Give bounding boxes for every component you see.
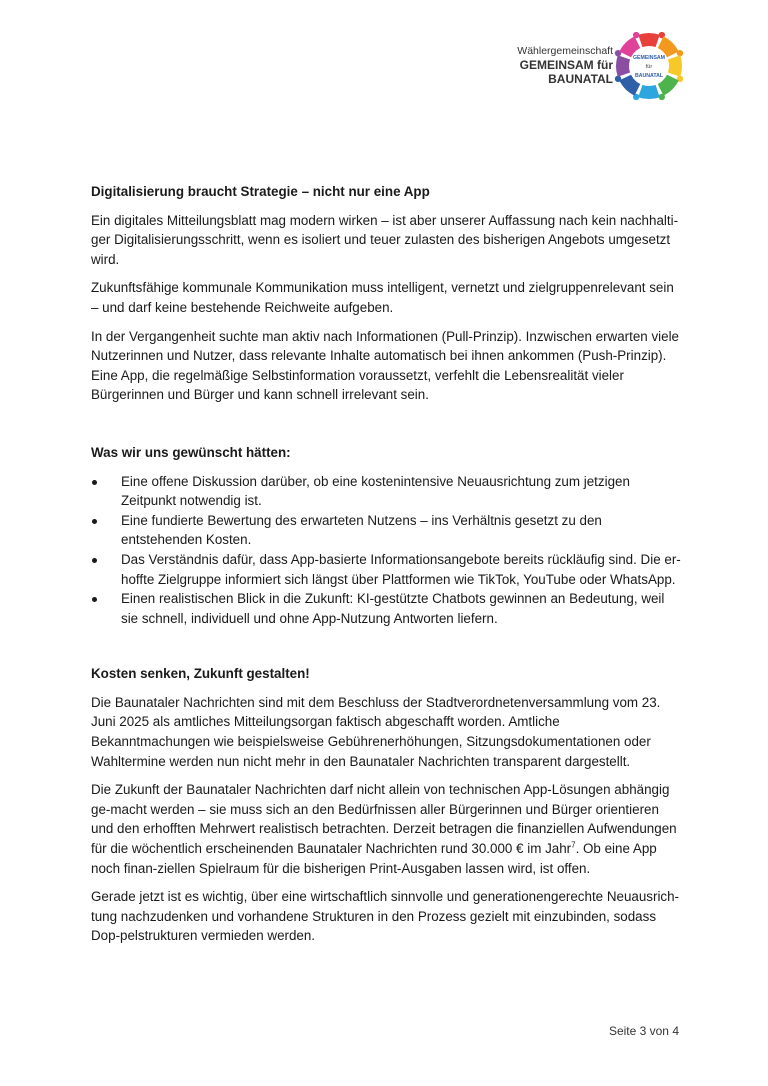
paragraph-text: . Ob eine App noch finan-ziellen Spielraum für die bisherigen Print-Ausgaben lassen wird, ist offen.: [91, 841, 657, 876]
paragraph-text: Die Zukunft der Baunataler Nachrichten darf nicht allein von technischen App-Lösungen abhängig ge-macht werden – sie muss sich an den Bedürfnissen aller Bürgerinnen und Bürger orientieren und den erhofften Mehrwert realistisch betrachten. Derzeit betragen die finanziellen Aufwendungen für die wöchentlich erscheinenden Baunataler Nachrichten rund 30.000 € im Jahr: [91, 782, 677, 857]
list-item: [91, 589, 681, 628]
logo-segment: [638, 33, 660, 47]
paragraph: [91, 780, 681, 878]
logo-figure-head: [633, 32, 639, 38]
logo-wordmark: [517, 44, 613, 86]
section-heading-strategy: Digitalisierung braucht Strategie – nicht nur eine App: [91, 184, 430, 199]
logo-line-1: Wählergemeinschaft: [517, 45, 613, 57]
bullet-icon: [92, 558, 97, 563]
list-item-text: Das Verständnis dafür, dass App-basierte Informationsangebote bereits rückläufig sind. Die er-hoffte Zielgruppe informiert sich längst über Plattformen wie TikTok, YouTube oder WhatsApp.: [121, 551, 681, 587]
logo-line-3: BAUNATAL: [548, 72, 613, 86]
list-item: [91, 550, 681, 589]
section-heading-wishes: Was wir uns gewünscht hätten:: [91, 444, 291, 460]
logo-segment: [638, 85, 660, 99]
organization-logo: [508, 31, 684, 105]
logo-segment: [668, 55, 682, 77]
list-item: [91, 511, 681, 550]
logo-mark-text-top: GEMEINSAM: [633, 55, 665, 61]
paragraph: Zukunftsfähige kommunale Kommunikation muss intelligent, vernetzt und zielgruppenrelevant sein – und darf keine bestehende Reichweite aufgeben.: [91, 280, 674, 315]
list-item-text: Eine fundierte Bewertung des erwarteten Nutzens – ins Verhältnis gesetzt zu den entstehenden Kosten.: [121, 512, 602, 548]
footnote-marker: 7: [571, 840, 576, 850]
bullet-icon: [92, 480, 97, 485]
logo-mark-text-bottom: BAUNATAL: [634, 73, 664, 79]
paragraph: Die Baunataler Nachrichten sind mit dem Beschluss der Stadtverordnetenversammlung vom 23. Juni 2025 als amtliches Mitteilungsorgan faktisch abgeschafft worden. Amtliche Bekanntmachungen wie beispielsweise Gebührenerhöhungen, Sitzungsdokumentationen oder Wahltermine werden nun nicht mehr in den Baunataler Nachrichten transparent dargestellt.: [91, 694, 661, 769]
page-number: Seite 3 von 4: [608, 1024, 679, 1038]
logo-line-2: GEMEINSAM für: [519, 58, 613, 72]
list-item-text: Eine offene Diskussion darüber, ob eine kostenintensive Neuausrichtung zum jetzigen Zeitpunkt notwendig ist.: [121, 473, 630, 509]
logo-segment: [616, 55, 630, 77]
section-heading-costs: Kosten senken, Zukunft gestalten!: [91, 666, 310, 682]
paragraph: In der Vergangenheit suchte man aktiv nach Informationen (Pull-Prinzip). Inzwischen erwarten viele Nutzerinnen und Nutzer, dass relevante Inhalte automatisch bei ihnen ankommen (Push-Prinzip). Eine App, die regelmäßige Selbstinformation voraussetzt, verfehlt die Lebensrealität vieler Bürgerinnen und Bürger und kann schnell irrelevant sein.: [91, 328, 680, 403]
list-item-text: Einen realistischen Blick in die Zukunft: KI-gestützte Chatbots gewinnen an Bedeutung, weil sie schnell, individuell und ohne App-Nutzung Antworten liefern.: [121, 591, 665, 626]
bullet-icon: [92, 597, 97, 602]
bullet-list: [91, 472, 681, 629]
paragraph: Gerade jetzt ist es wichtig, über eine wirtschaftlich sinnvolle und generationengerechte Neuausrich-tung nachzudenken und vorhandene Strukturen in den Prozess gezielt mit einzubinden, sodass Dop-pelstrukturen vermieden werden.: [91, 889, 680, 944]
document-body: [91, 182, 681, 955]
bullet-icon: [92, 519, 97, 524]
paragraph: Ein digitales Mitteilungsblatt mag modern wirken – ist aber unserer Auffassung nach kein nachhalti-ger Digitalisierungsschritt, wenn es isoliert und teuer zulasten des bisherigen Angebots umgesetzt wird.: [91, 212, 679, 267]
list-item: [91, 472, 681, 511]
logo-mark-text-mid: für: [645, 64, 653, 70]
logo-circle-icon: [614, 31, 684, 101]
